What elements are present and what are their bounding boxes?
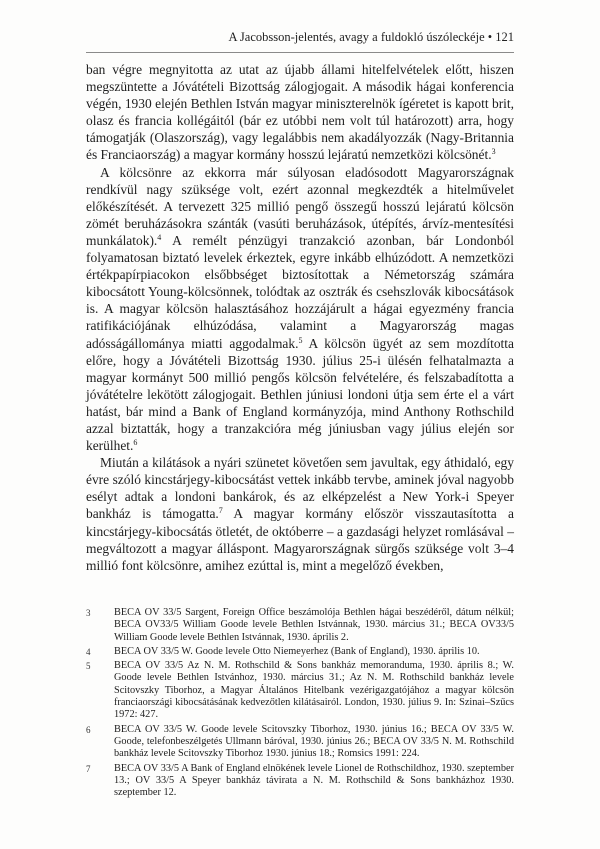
footnote (86, 646, 514, 658)
paragraph-1 (86, 61, 514, 164)
footnote-ref-3: 3 (491, 147, 496, 157)
footnote-number: 7 (86, 763, 91, 774)
running-header: A Jacobsson-jelentés, avagy a fuldokló úszóleckéje • 121 (228, 30, 514, 44)
footnote-text: BECA OV 33/5 W. Goode levele Otto Niemeyerhez (Bank of England), 1930. április 10. (114, 645, 480, 657)
footnote-number: 5 (86, 661, 91, 672)
footnote-text: BECA OV 33/5 W. Goode levele Scitovszky Tiborhoz, 1930. június 16.; BECA OV 33/5 W. Goode, telefonbeszélgetés Ullmann báróval, 1930. június 26.; BECA OV 33/5 N. M. Rothschild bankház levele Scitovszky Tiborhoz 1930. június 18.; Romsics 1991: 224. (114, 723, 514, 760)
footnote (86, 724, 514, 761)
footnote-ref-4: 4 (157, 232, 162, 242)
footnote-ref-7: 7 (218, 506, 223, 516)
footnote-text: BECA OV 33/5 Sargent, Foreign Office beszámolója Bethlen hágai beszédéről, dátum nélkül; BECA OV33/5 William Goode levele Bethlen Istvánnak, 1930. március 31.; BECA OV33/5 William Goode levele Bethlen Istvánnak, 1930. április 2. (114, 607, 514, 643)
footnotes (86, 607, 514, 801)
paragraph-2 (86, 164, 514, 455)
footnote (86, 607, 514, 644)
footnote-ref-5: 5 (298, 335, 303, 345)
paragraph-2-text-c: A kölcsön ügyét az sem mozdította előre, hogy a Jóvátételi Bizottság 1930. július 25-i ülésén felhatalmazta a magyar kormányt 500 millió pengős kölcsön felvételére, és felszabadította a jóvátételre lekötött zálogjogait. Bethlen júniusi londoni útja sem érte el a várt hatást, bár mind a Bank of England kormányzója, mind Anthony Rothschild azzal biztatták, hogy a tranzakcióra még júniusban vagy július elején sor kerülhet. (86, 335, 514, 454)
paragraph-3-text-a: Miután a kilátások a nyári szünetet követően sem javultak, egy áthidaló, egy évre szóló kincstárjegy-kibocsátást vettek inkább tervbe, aminek jóval nagyobb esélyt adtak a londoni bankárok, és az elképzelést a New York-i Speyer bankház is támogatta. (86, 455, 514, 522)
footnote-number: 4 (86, 646, 91, 657)
header-rule (86, 52, 514, 53)
paragraph-2-text-a: A kölcsönre az ekkorra már súlyosan eladósodott Magyarországnak rendkívül nagy szüksége volt, ezért azonnal megkezdték a hitelművelet előkészítését. A tervezett 325 millió pengő összegű hosszú lejáratú kölcsön zömét beruházásokra szánták (vasúti beruházások, útépítés, árvíz-mentesítési munkálatok). (86, 164, 514, 248)
footnote-number: 6 (86, 724, 91, 735)
footnote (86, 660, 514, 721)
paragraph-2-text-b: A remélt pénzügyi tranzakció azonban, bár Londonból folyamatosan biztató levelek érkeztek, egyre inkább elhúzódott. A nemzetközi értékpapírpiacokon elsőbbséget biztosítottak a Németország számára kibocsátott Young-kölcsönnek, tolódtak az osztrák és csehszlovák kibocsátások is. A magyar kölcsön halasztásához hozzájárult a hágai egyezmény francia ratifikációjának elhúzódása, valamint a Magyarország magas adósságállománya miatti aggodalmak. (86, 232, 514, 351)
footnote-ref-6: 6 (133, 438, 138, 448)
main-text (86, 61, 514, 574)
footnote-text: BECA OV 33/5 A Bank of England elnökének levele Lionel de Rothschildhoz, 1930. szeptember 13.; OV 33/5 A Speyer bankház távirata a N. M. Rothschild & Sons bankházhoz 1930. szeptember 12. (114, 762, 514, 799)
footnote (86, 763, 514, 800)
footnote-text: BECA OV 33/5 Az N. M. Rothschild & Sons bankház memoranduma, 1930. április 8.; W. Goode levele Bethlen Istvánhoz, 1930. március 31.; Az N. M. Rothschild bankház levele Scitovszky Tiborhoz, a Magyar Általános Hitelbank vezérigazgatójához a magyar kölcsön franciaországi kibocsátásának kedvezőtlen kilátásairól. London, 1930. július 9. In: Szinai–Szűcs 1972: 427. (114, 660, 514, 721)
paragraph-3-text-b: A magyar kormány először visszautasította a kincstárjegy-kibocsátás ötletét, de októberre – a gazdasági helyzet romlásával – megváltozott a magyar álláspont. Magyarországnak sürgős szüksége volt 3–4 millió font kölcsönre, amihez ezúttal is, mint a megelőző években, (86, 506, 514, 573)
footnote-number: 3 (86, 608, 91, 618)
paragraph-1-text: ban végre megnyitotta az utat az újabb állami hitelfelvételek előtt, hiszen megszüntette a Jóvátételi Bizottság zálogjogait. A második hágai konferencia végén, 1930 elején Bethlen István magyar miniszterelnök ígéretet is kapott brit, olasz és francia kollégáitól (bár ez utóbbi nem volt túl határozott) arra, hogy támogatják (Olaszország), vagy legalábbis nem akadályozzák (Nagy-Britannia és Franciaország) a magyar kormány hosszú lejáratú nemzetközi kölcsönét. (86, 62, 514, 163)
paragraph-3 (86, 454, 514, 574)
